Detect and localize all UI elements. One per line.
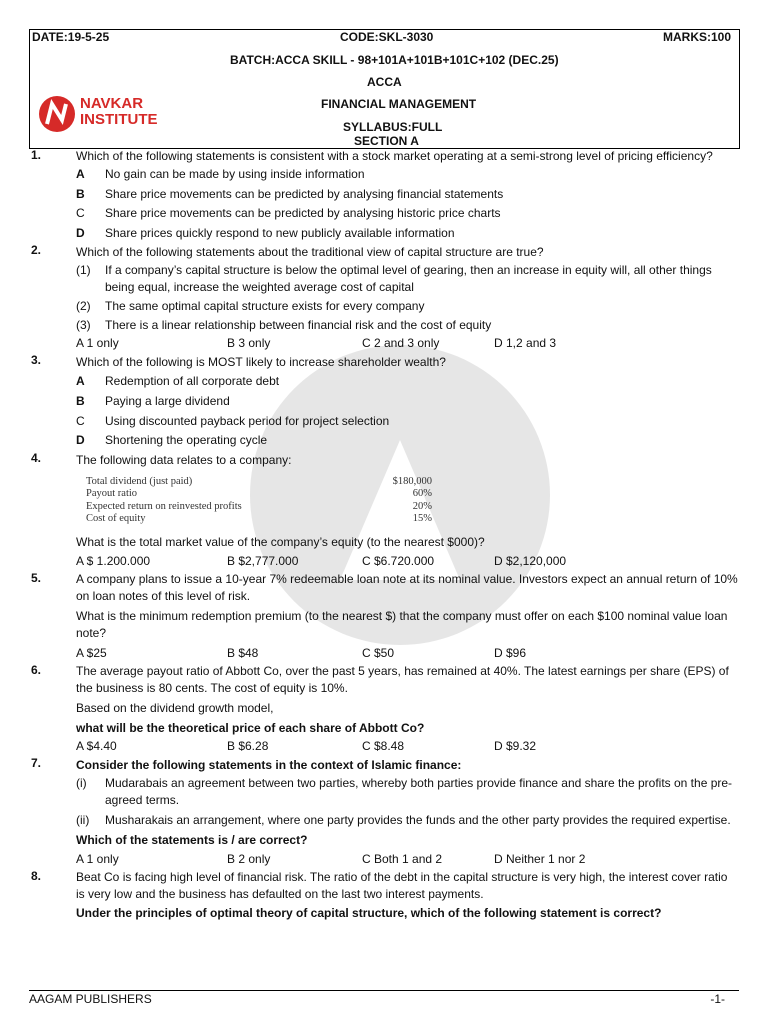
questions: [29, 148, 739, 922]
option-text: Paying a large dividend: [105, 393, 230, 408]
option-b: B 2 only: [227, 852, 271, 867]
question-ask: What is the minimum redemption premium (to the nearest $) that the company must offer on each $100 nominal value loan note?: [76, 609, 728, 641]
option-a: A 1 only: [76, 336, 119, 351]
question-text: A company plans to issue a 10-year 7% redeemable loan note at its nominal value. Investors expect an annual return of 10% on loan notes of this level of risk.: [76, 572, 738, 604]
option-c: C $50: [362, 646, 395, 661]
page-number: -1-: [710, 992, 725, 1006]
table-cell: 15%: [412, 512, 432, 524]
data-table: [86, 476, 432, 526]
statement-text: Musharakais an arrangement, where one party provides the funds and the other party provides the required expertise.: [105, 813, 731, 828]
question-number: 3.: [31, 353, 42, 368]
option: [76, 412, 739, 432]
logo-line2: INSTITUTE: [80, 111, 158, 128]
statement-number: (ii): [76, 813, 90, 828]
publisher: AAGAM PUBLISHERS: [29, 992, 152, 1006]
option-text: Using discounted payback period for project selection: [105, 413, 390, 428]
table-cell: $180,000: [392, 475, 432, 487]
option: [76, 392, 739, 412]
answer-options: [76, 552, 739, 571]
question-ask: Which of the statements is / are correct?: [76, 833, 308, 848]
question-4: [29, 451, 739, 572]
question-number: 1.: [31, 148, 42, 162]
question-number: 2.: [31, 243, 42, 258]
option: [76, 165, 739, 185]
question-line: Based on the dividend growth model,: [76, 701, 274, 716]
option-letter: A: [76, 167, 85, 181]
question-number: 4.: [31, 450, 42, 465]
option-letter: C: [76, 413, 85, 428]
table-row: [86, 501, 432, 513]
table-row: [86, 488, 432, 500]
option-letter: B: [76, 186, 85, 201]
logo-text: [80, 96, 158, 128]
batch: BATCH:ACCA SKILL - 98+101A+101B+101C+102 (DEC.25): [230, 53, 559, 67]
date: DATE:19-5-25: [32, 30, 110, 44]
table-cell: 60%: [412, 488, 432, 500]
question-text: The following data relates to a company:: [76, 452, 292, 467]
option-c: C $6.720.000: [362, 554, 435, 569]
question-3: [29, 353, 739, 450]
option-letter: D: [76, 225, 85, 240]
table-row: [86, 476, 432, 488]
statement-text: Mudarabais an agreement between two parties, whereby both parties provide finance and share the profits on the pre-agreed terms.: [105, 776, 733, 808]
option-a: A $ 1.200.000: [76, 554, 151, 569]
course: ACCA: [367, 75, 402, 89]
statement: [76, 812, 739, 829]
option-a: A $4.40: [76, 739, 117, 754]
option-d: D $9.32: [494, 739, 537, 754]
question-ask: what will be the theoretical price of each share of Abbott Co?: [76, 721, 425, 736]
question-text: Which of the following statements is consistent with a stock market operating at a semi-strong level of pricing efficiency?: [76, 149, 713, 163]
statement-number: (3): [76, 318, 91, 333]
option-text: Share price movements can be predicted by analysing financial statements: [105, 186, 504, 201]
option-d: D 1,2 and 3: [494, 336, 557, 351]
question-number: 6.: [31, 663, 42, 678]
option-text: Redemption of all corporate debt: [105, 374, 280, 389]
answer-options: [76, 334, 739, 353]
statement-text: If a company’s capital structure is below the optimal level of gearing, then an increase in equity will, all other things being equal, increase the weighted average cost of capital: [105, 263, 712, 295]
answer-options: [76, 644, 739, 663]
statement: [76, 317, 739, 334]
option-d: D Neither 1 nor 2: [494, 852, 586, 867]
statement-number: (1): [76, 263, 91, 278]
table-cell: Cost of equity: [86, 512, 146, 524]
question-6: [29, 663, 739, 756]
option-text: Share price movements can be predicted by analysing historic price charts: [105, 206, 501, 221]
code: CODE:SKL-3030: [340, 30, 434, 44]
statement: [76, 298, 739, 315]
statement-text: There is a linear relationship between financial risk and the cost of equity: [105, 318, 492, 333]
option: [76, 204, 739, 224]
option-a: A $25: [76, 646, 107, 661]
exam-header: [29, 29, 740, 149]
question-ask: What is the total market value of the company’s equity (to the nearest $000)?: [76, 535, 485, 550]
option-text: Share prices quickly respond to new publicly available information: [105, 225, 455, 240]
logo-line1: NAVKAR: [80, 95, 144, 112]
option-text: No gain can be made by using inside information: [105, 167, 365, 181]
option-text: Shortening the operating cycle: [105, 433, 268, 448]
option-c: C $8.48: [362, 739, 405, 754]
syllabus: SYLLABUS:FULL: [343, 120, 443, 134]
question-1: [29, 148, 739, 243]
option: [76, 185, 739, 205]
option-d: D $2,120,000: [494, 554, 567, 569]
statement: [76, 775, 739, 809]
table-cell: Expected return on reinvested profits: [86, 500, 242, 512]
answer-options: [76, 850, 739, 869]
question-ask: Under the principles of optimal theory of capital structure, which of the following statement is correct?: [76, 906, 662, 921]
question-5: [29, 571, 739, 663]
option-b: B $6.28: [227, 739, 269, 754]
option: [76, 224, 739, 244]
question-text: Beat Co is facing high level of financial risk. The ratio of the debt in the capital structure is very high, the interest cover ratio is very low and the business has defaulted on the last two interest payments.: [76, 870, 728, 902]
statement-text: The same optimal capital structure exists for every company: [105, 299, 425, 314]
option-letter: A: [76, 374, 85, 389]
option: [76, 431, 739, 451]
option-a: A 1 only: [76, 852, 119, 867]
option-letter: D: [76, 433, 85, 448]
statement-number: (i): [76, 776, 87, 791]
answer-options: [76, 737, 739, 756]
option-c: C Both 1 and 2: [362, 852, 443, 867]
question-number: 8.: [31, 869, 42, 884]
page-footer: [29, 990, 739, 1006]
option-b: B $48: [227, 646, 259, 661]
marks: MARKS:100: [662, 30, 731, 44]
question-text: Which of the following is MOST likely to increase shareholder wealth?: [76, 355, 446, 370]
navkar-logo-icon: [38, 94, 76, 134]
question-text: Which of the following statements about the traditional view of capital structure are true?: [76, 245, 544, 260]
table-row: [86, 513, 432, 525]
option-letter: B: [76, 393, 85, 408]
option: [76, 372, 739, 392]
option-d: D $96: [494, 646, 527, 661]
question-8: [29, 869, 739, 922]
question-number: 5.: [31, 571, 42, 586]
question-text: Consider the following statements in the context of Islamic finance:: [76, 758, 462, 773]
question-2: [29, 243, 739, 353]
question-text: The average payout ratio of Abbott Co, over the past 5 years, has remained at 40%. The latest earnings per share (EPS) of the business is 80 cents. The cost of equity is 10%.: [76, 664, 729, 696]
section-title: SECTION A: [354, 134, 419, 148]
table-cell: 20%: [412, 500, 432, 512]
table-cell: Payout ratio: [86, 488, 138, 500]
table-cell: Total dividend (just paid): [86, 475, 193, 487]
option-letter: C: [76, 206, 85, 221]
option-b: B 3 only: [227, 336, 271, 351]
question-number: 7.: [31, 756, 42, 771]
statement-number: (2): [76, 299, 91, 314]
statement: [76, 262, 739, 296]
subject: FINANCIAL MANAGEMENT: [321, 97, 477, 111]
option-c: C 2 and 3 only: [362, 336, 440, 351]
question-7: [29, 756, 739, 869]
option-b: B $2,777.000: [227, 554, 299, 569]
